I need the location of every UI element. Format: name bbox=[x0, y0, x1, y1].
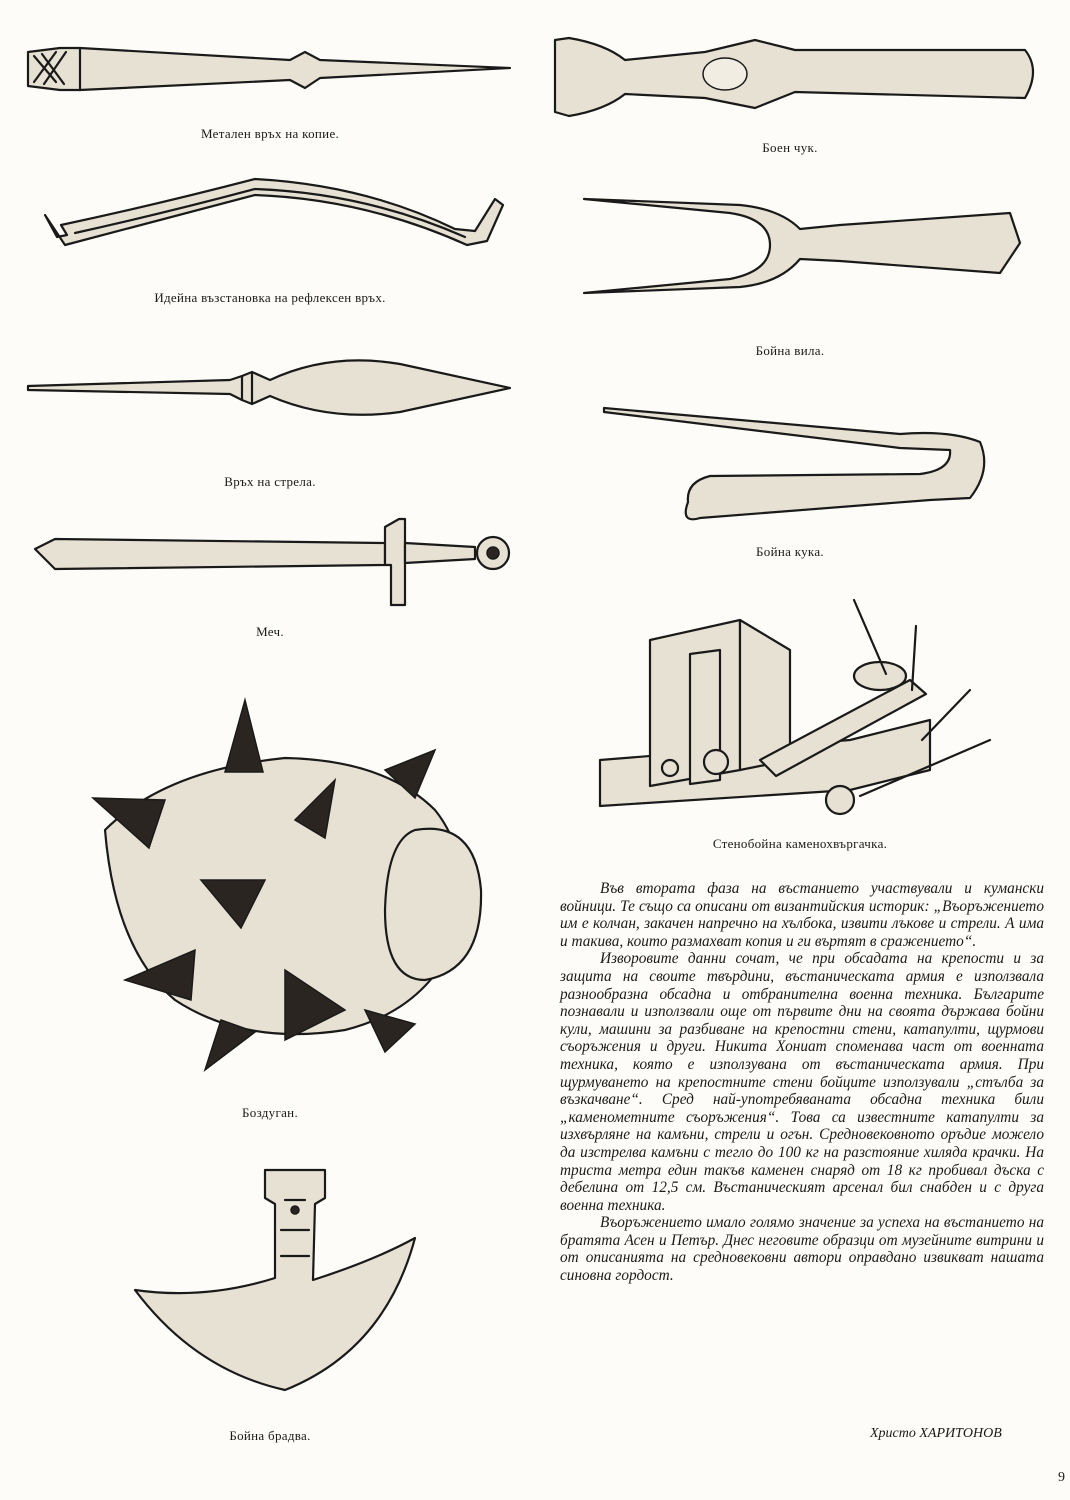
mace-illustration bbox=[85, 680, 525, 1080]
battle-hook-illustration bbox=[600, 390, 1000, 530]
battle-fork-illustration bbox=[580, 185, 1040, 305]
arrowhead-illustration bbox=[20, 350, 520, 430]
sword-illustration bbox=[25, 505, 525, 610]
page-number: 9 bbox=[1058, 1470, 1065, 1485]
caption-fork: Бойна вила. bbox=[755, 343, 825, 358]
catapult-illustration bbox=[590, 590, 1010, 830]
caption-spear: Метален връх на копие. bbox=[200, 126, 340, 141]
article-text bbox=[560, 880, 1044, 1285]
battle-axe-illustration bbox=[125, 1160, 425, 1415]
spear-head-illustration bbox=[20, 30, 520, 110]
author-signature: Христо ХАРИТОНОВ bbox=[870, 1426, 1002, 1441]
caption-hook: Бойна кука. bbox=[756, 544, 824, 559]
article-paragraph: Изворовите данни сочат, че при обсадата на крепости и за защита на своите твърдини, въстаническата армия е използвала разнообразна обсадна и отбранителна военна техника. Българите познавали и използвали още от първите дни на своята държава бойни кули, машини за разбиване на крепостни стени, катапулти, щурмови съоръжения и други. Никита Хониат споменава част от военната техника, която е използувана от въстаническата армия. При щурмуването на крепостните стени бойците използували „стълба за възкачване“. Сред най-употребяваната обсадна техника били „каменометните съоръжения“. Това са известните катапулти за изхвърляне на камъни, стрели и огън. Средновековното оръдие можело да изстрелва камъни с тегло до 100 кг на разстояние хиляда крачки. На триста метра един такъв каменен снаряд от 18 кг пробивал дъска с дебелина от 12,5 см. Въстаническият арсенал бил снабден и с друга военна техника. bbox=[560, 950, 1044, 1214]
article-paragraph: Въоръжението имало голямо значение за успеха на въстанието на братята Асен и Петър. Днес неговите образци от музейните витрини и от описанията на средновековни автори оправдано извикват нашата синовна гордост. bbox=[560, 1214, 1044, 1285]
reflex-bow-illustration bbox=[35, 165, 510, 255]
caption-sword: Меч. bbox=[256, 624, 284, 639]
war-hammer-illustration bbox=[545, 30, 1045, 120]
caption-mace: Боздуган. bbox=[242, 1105, 298, 1120]
caption-arrow: Връх на стрела. bbox=[224, 474, 316, 489]
caption-catapult: Стенобойна каменохвъргачка. bbox=[712, 836, 888, 851]
article-paragraph: Във втората фаза на въстанието участвували и кумански войници. Те също са описани от византийския историк: „Въоръжението им е колчан, закачен напречно на хълбока, извити лъкове и стрели. А има и такива, които размахват копия и ги въртят в сражението“. bbox=[560, 880, 1044, 950]
caption-bow: Идейна възстановка на рефлексен връх. bbox=[154, 290, 386, 305]
caption-axe: Бойна брадва. bbox=[229, 1428, 311, 1443]
caption-hammer: Боен чук. bbox=[762, 140, 818, 155]
